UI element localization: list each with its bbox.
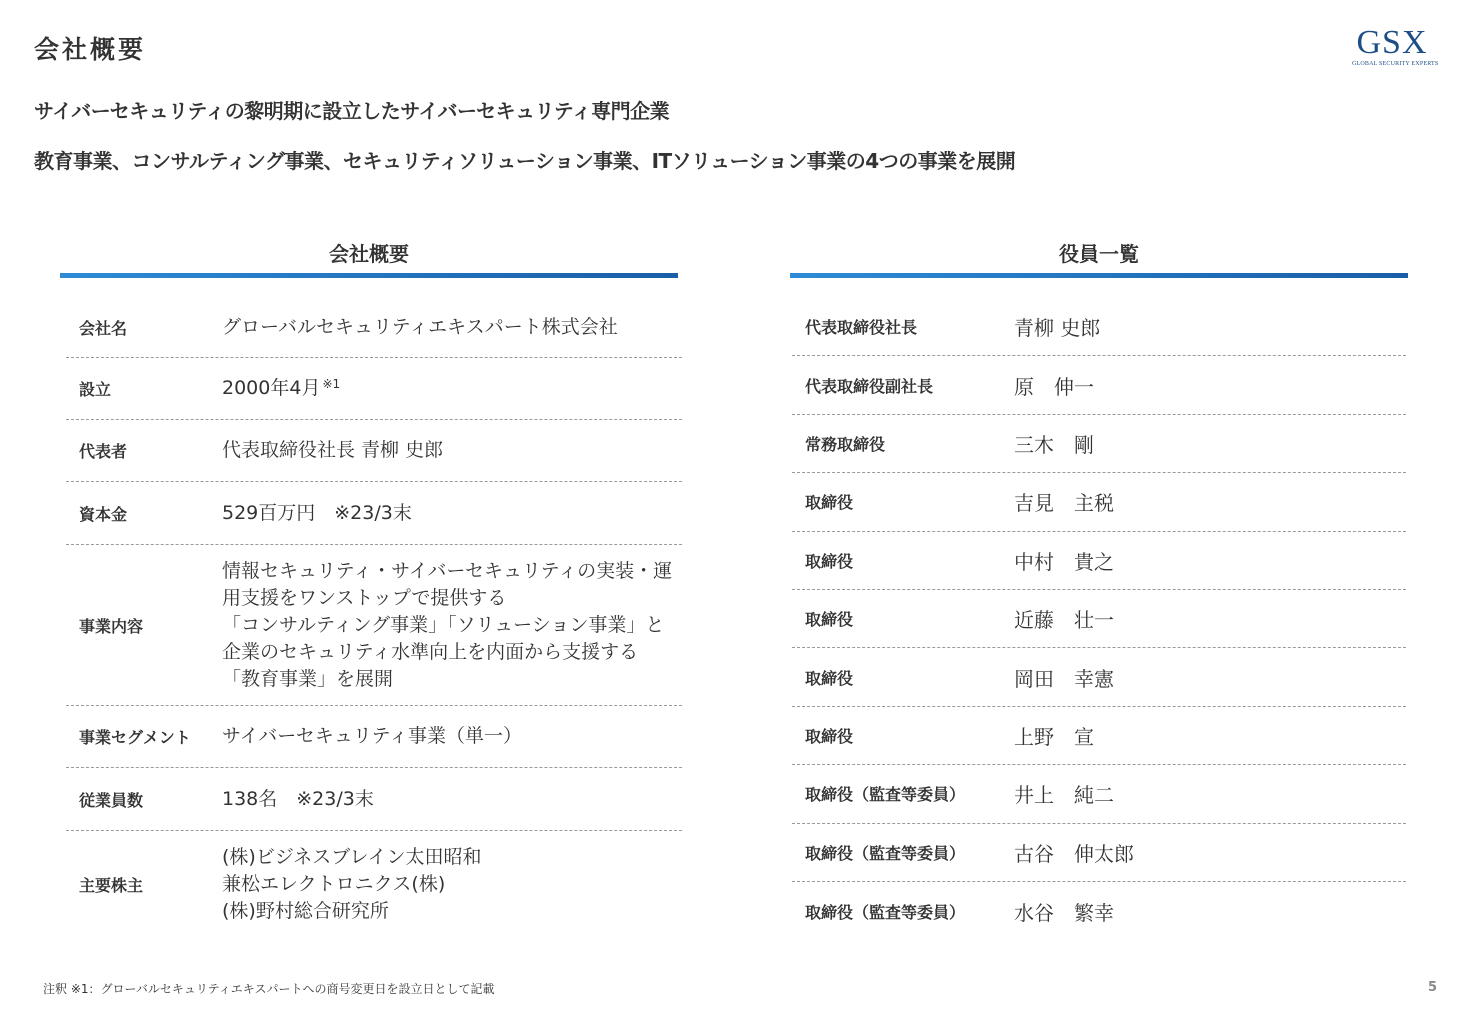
overview-row-business bbox=[66, 545, 682, 706]
business-line: 情報セキュリティ・サイバーセキュリティの実装・運 bbox=[222, 559, 673, 582]
officer-name: 吉見 主税 bbox=[1014, 491, 1114, 516]
officer-row bbox=[792, 882, 1406, 940]
overview-label: 主要株主 bbox=[79, 875, 144, 895]
company-logo bbox=[1352, 24, 1439, 74]
overview-label: 事業セグメント bbox=[79, 728, 191, 747]
officer-row bbox=[792, 648, 1406, 706]
officer-name: 三木 剛 bbox=[1014, 432, 1094, 457]
officer-row bbox=[792, 473, 1406, 531]
overview-label: 資本金 bbox=[79, 504, 128, 524]
officer-title: 取締役 bbox=[805, 551, 854, 571]
officer-name: 岡田 幸憲 bbox=[1014, 666, 1114, 691]
shareholder: 兼松エレクトロニクス(株) bbox=[222, 872, 446, 895]
overview-label: 事業内容 bbox=[79, 616, 144, 636]
officer-title: 取締役（監査等委員） bbox=[805, 902, 966, 922]
lead-text-2: 教育事業、コンサルティング事業、セキュリティソリューション事業、ITソリューション事業の4つの事業を展開 bbox=[34, 149, 1016, 173]
business-line: 企業のセキュリティ水準向上を内面から支援する bbox=[222, 640, 639, 663]
overview-value: グローバルセキュリティエキスパート株式会社 bbox=[222, 315, 618, 338]
shareholder: (株)野村総合研究所 bbox=[222, 899, 389, 922]
officers-table bbox=[792, 298, 1406, 940]
overview-label: 会社名 bbox=[79, 318, 128, 338]
officer-title: 取締役 bbox=[805, 668, 854, 688]
overview-value bbox=[222, 844, 682, 925]
overview-row-founded bbox=[66, 358, 682, 420]
officer-title: 常務取締役 bbox=[805, 434, 886, 454]
overview-label: 設立 bbox=[79, 380, 112, 399]
page-number: 5 bbox=[1428, 980, 1438, 995]
officer-row bbox=[792, 707, 1406, 765]
overview-table bbox=[66, 297, 682, 937]
overview-row-representative bbox=[66, 420, 682, 482]
officer-title: 取締役 bbox=[805, 493, 854, 513]
business-line: 「教育事業」を展開 bbox=[222, 667, 394, 690]
officer-name: 近藤 壮一 bbox=[1014, 608, 1114, 633]
overview-value bbox=[222, 375, 682, 402]
overview-row-segment bbox=[66, 706, 682, 768]
officer-title: 取締役（監査等委員） bbox=[805, 843, 966, 863]
shareholder: (株)ビジネスブレイン太田昭和 bbox=[222, 845, 482, 868]
officer-title: 代表取締役副社長 bbox=[805, 376, 934, 396]
officers-heading: 役員一覧 bbox=[1059, 242, 1139, 266]
officer-row bbox=[792, 298, 1406, 356]
overview-value bbox=[222, 558, 682, 693]
officer-name: 水谷 繁幸 bbox=[1014, 900, 1114, 925]
overview-row-shareholders bbox=[66, 831, 682, 937]
officer-name: 原 伸一 bbox=[1014, 374, 1094, 399]
overview-label: 代表者 bbox=[79, 442, 128, 461]
officer-title: 代表取締役社長 bbox=[805, 318, 918, 338]
business-line: 「コンサルティング事業」「ソリューション事業」と bbox=[222, 613, 665, 636]
overview-row-company-name bbox=[66, 297, 682, 358]
footnote: 注釈 ※1：グローバルセキュリティエキスパートへの商号変更日を設立日として記載 bbox=[43, 982, 495, 996]
officer-title: 取締役 bbox=[805, 726, 854, 746]
overview-value: 529百万円 ※23/3末 bbox=[222, 501, 412, 524]
overview-row-employees bbox=[66, 768, 682, 831]
officer-name: 中村 貴之 bbox=[1014, 549, 1114, 574]
officer-row bbox=[792, 356, 1406, 414]
overview-value: サイバーセキュリティ事業（単一） bbox=[222, 725, 523, 747]
page-title: 会社概要 bbox=[34, 35, 147, 64]
logo-mark: GSX bbox=[1356, 24, 1428, 61]
officer-name: 青柳 史郎 bbox=[1014, 316, 1101, 341]
officer-title: 取締役 bbox=[805, 610, 854, 630]
officers-heading-bar bbox=[790, 273, 1408, 278]
overview-row-capital bbox=[66, 482, 682, 545]
officer-row bbox=[792, 590, 1406, 648]
business-line: 用支援をワンストップで提供する bbox=[222, 586, 507, 609]
founded-date: 2000年4月 bbox=[222, 377, 321, 399]
officer-name: 上野 宣 bbox=[1014, 724, 1094, 749]
officer-row bbox=[792, 532, 1406, 590]
logo-subtitle: GLOBAL SECURITY EXPERTS bbox=[1352, 61, 1439, 67]
overview-label: 従業員数 bbox=[79, 790, 144, 810]
officer-title: 取締役（監査等委員） bbox=[805, 785, 966, 805]
officer-name: 井上 純二 bbox=[1014, 783, 1114, 808]
officer-row bbox=[792, 765, 1406, 823]
founded-note-mark: ※1 bbox=[322, 377, 341, 391]
officer-row bbox=[792, 824, 1406, 882]
officer-row bbox=[792, 415, 1406, 473]
lead-text-1: サイバーセキュリティの黎明期に設立したサイバーセキュリティ専門企業 bbox=[34, 99, 670, 123]
officer-name: 古谷 伸太郎 bbox=[1014, 841, 1134, 866]
overview-heading-bar bbox=[60, 273, 678, 278]
overview-value: 138名 ※23/3末 bbox=[222, 787, 374, 810]
overview-value: 代表取締役社長 青柳 史郎 bbox=[222, 439, 444, 461]
overview-heading: 会社概要 bbox=[329, 242, 409, 266]
